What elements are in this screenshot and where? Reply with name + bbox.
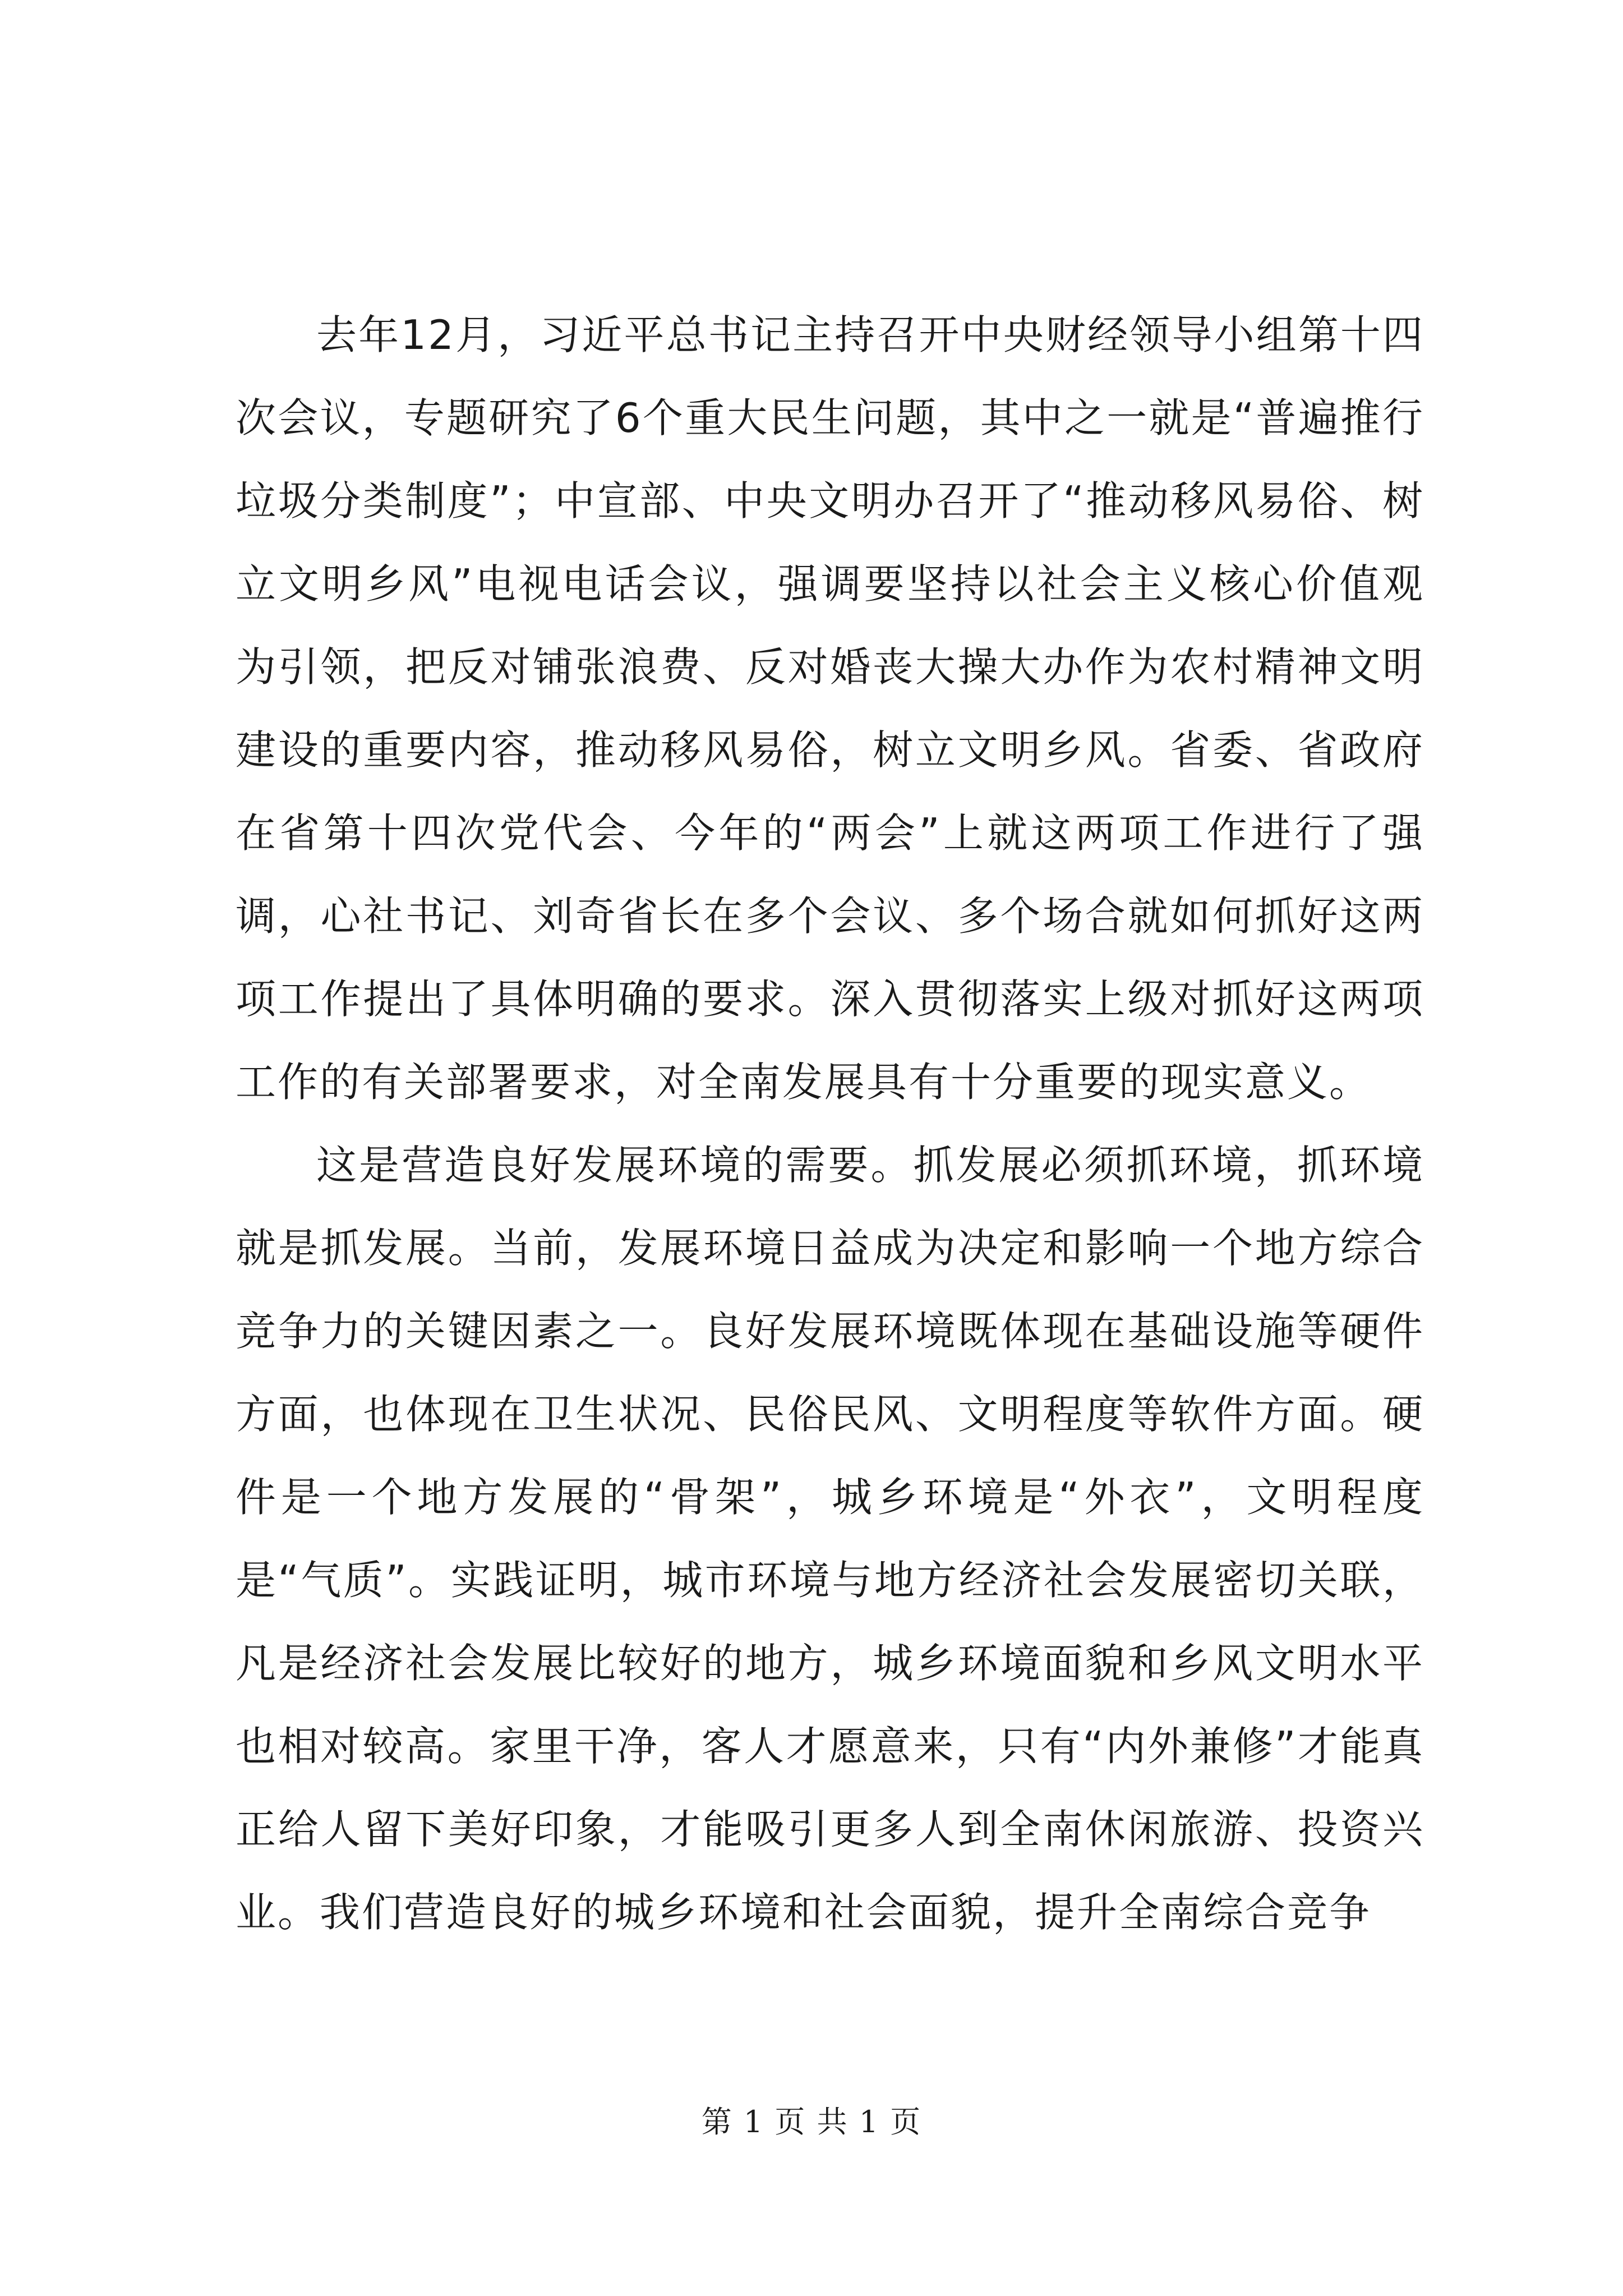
- page-footer: 第 1 页 共 1 页: [701, 2104, 922, 2139]
- paragraph-1: 去年12月，习近平总书记主持召开中央财经领导小组第十四次会议，专题研究了6个重大民生问题，其中之一就是“普遍推行垃圾分类制度”；中宣部、中央文明办召开了“推动移风易俗、树立文明乡风”电视电话会议，强调要坚持以社会主义核心价值观为引领，把反对铺张浪费、反对婚丧大操大办作为农村精神文明建设的重要内容，推动移风易俗，树立文明乡风。省委、省政府在省第十四次党代会、今年的“两会”上就这两项工作进行了强调，心社书记、刘奇省长在多个会议、多个场合就如何抓好这两项工作提出了具体明确的要求。深入贯彻落实上级对抓好这两项工作的有关部署要求，对全南发展具有十分重要的现实意义。: [236, 311, 1424, 1106]
- paragraph-2: 这是营造良好发展环境的需要。抓发展必须抓环境，抓环境就是抓发展。当前，发展环境日益成为决定和影响一个地方综合竞争力的关键因素之一。良好发展环境既体现在基础设施等硬件方面，也体现在卫生状况、民俗民风、文明程度等软件方面。硬件是一个地方发展的“骨架”，城乡环境是“外衣”，文明程度是“气质”。实践证明，城市环境与地方经济社会发展密切关联，凡是经济社会发展比较好的地方，城乡环境面貌和乡风文明水平也相对较高。家里干净，客人才愿意来，只有“内外兼修”才能真正给人留下美好印象，才能吸引更多人到全南休闲旅游、投资兴业。我们营造良好的城乡环境和社会面貌，提升全南综合竞争: [236, 1142, 1424, 1936]
- document-body: [236, 293, 1424, 1954]
